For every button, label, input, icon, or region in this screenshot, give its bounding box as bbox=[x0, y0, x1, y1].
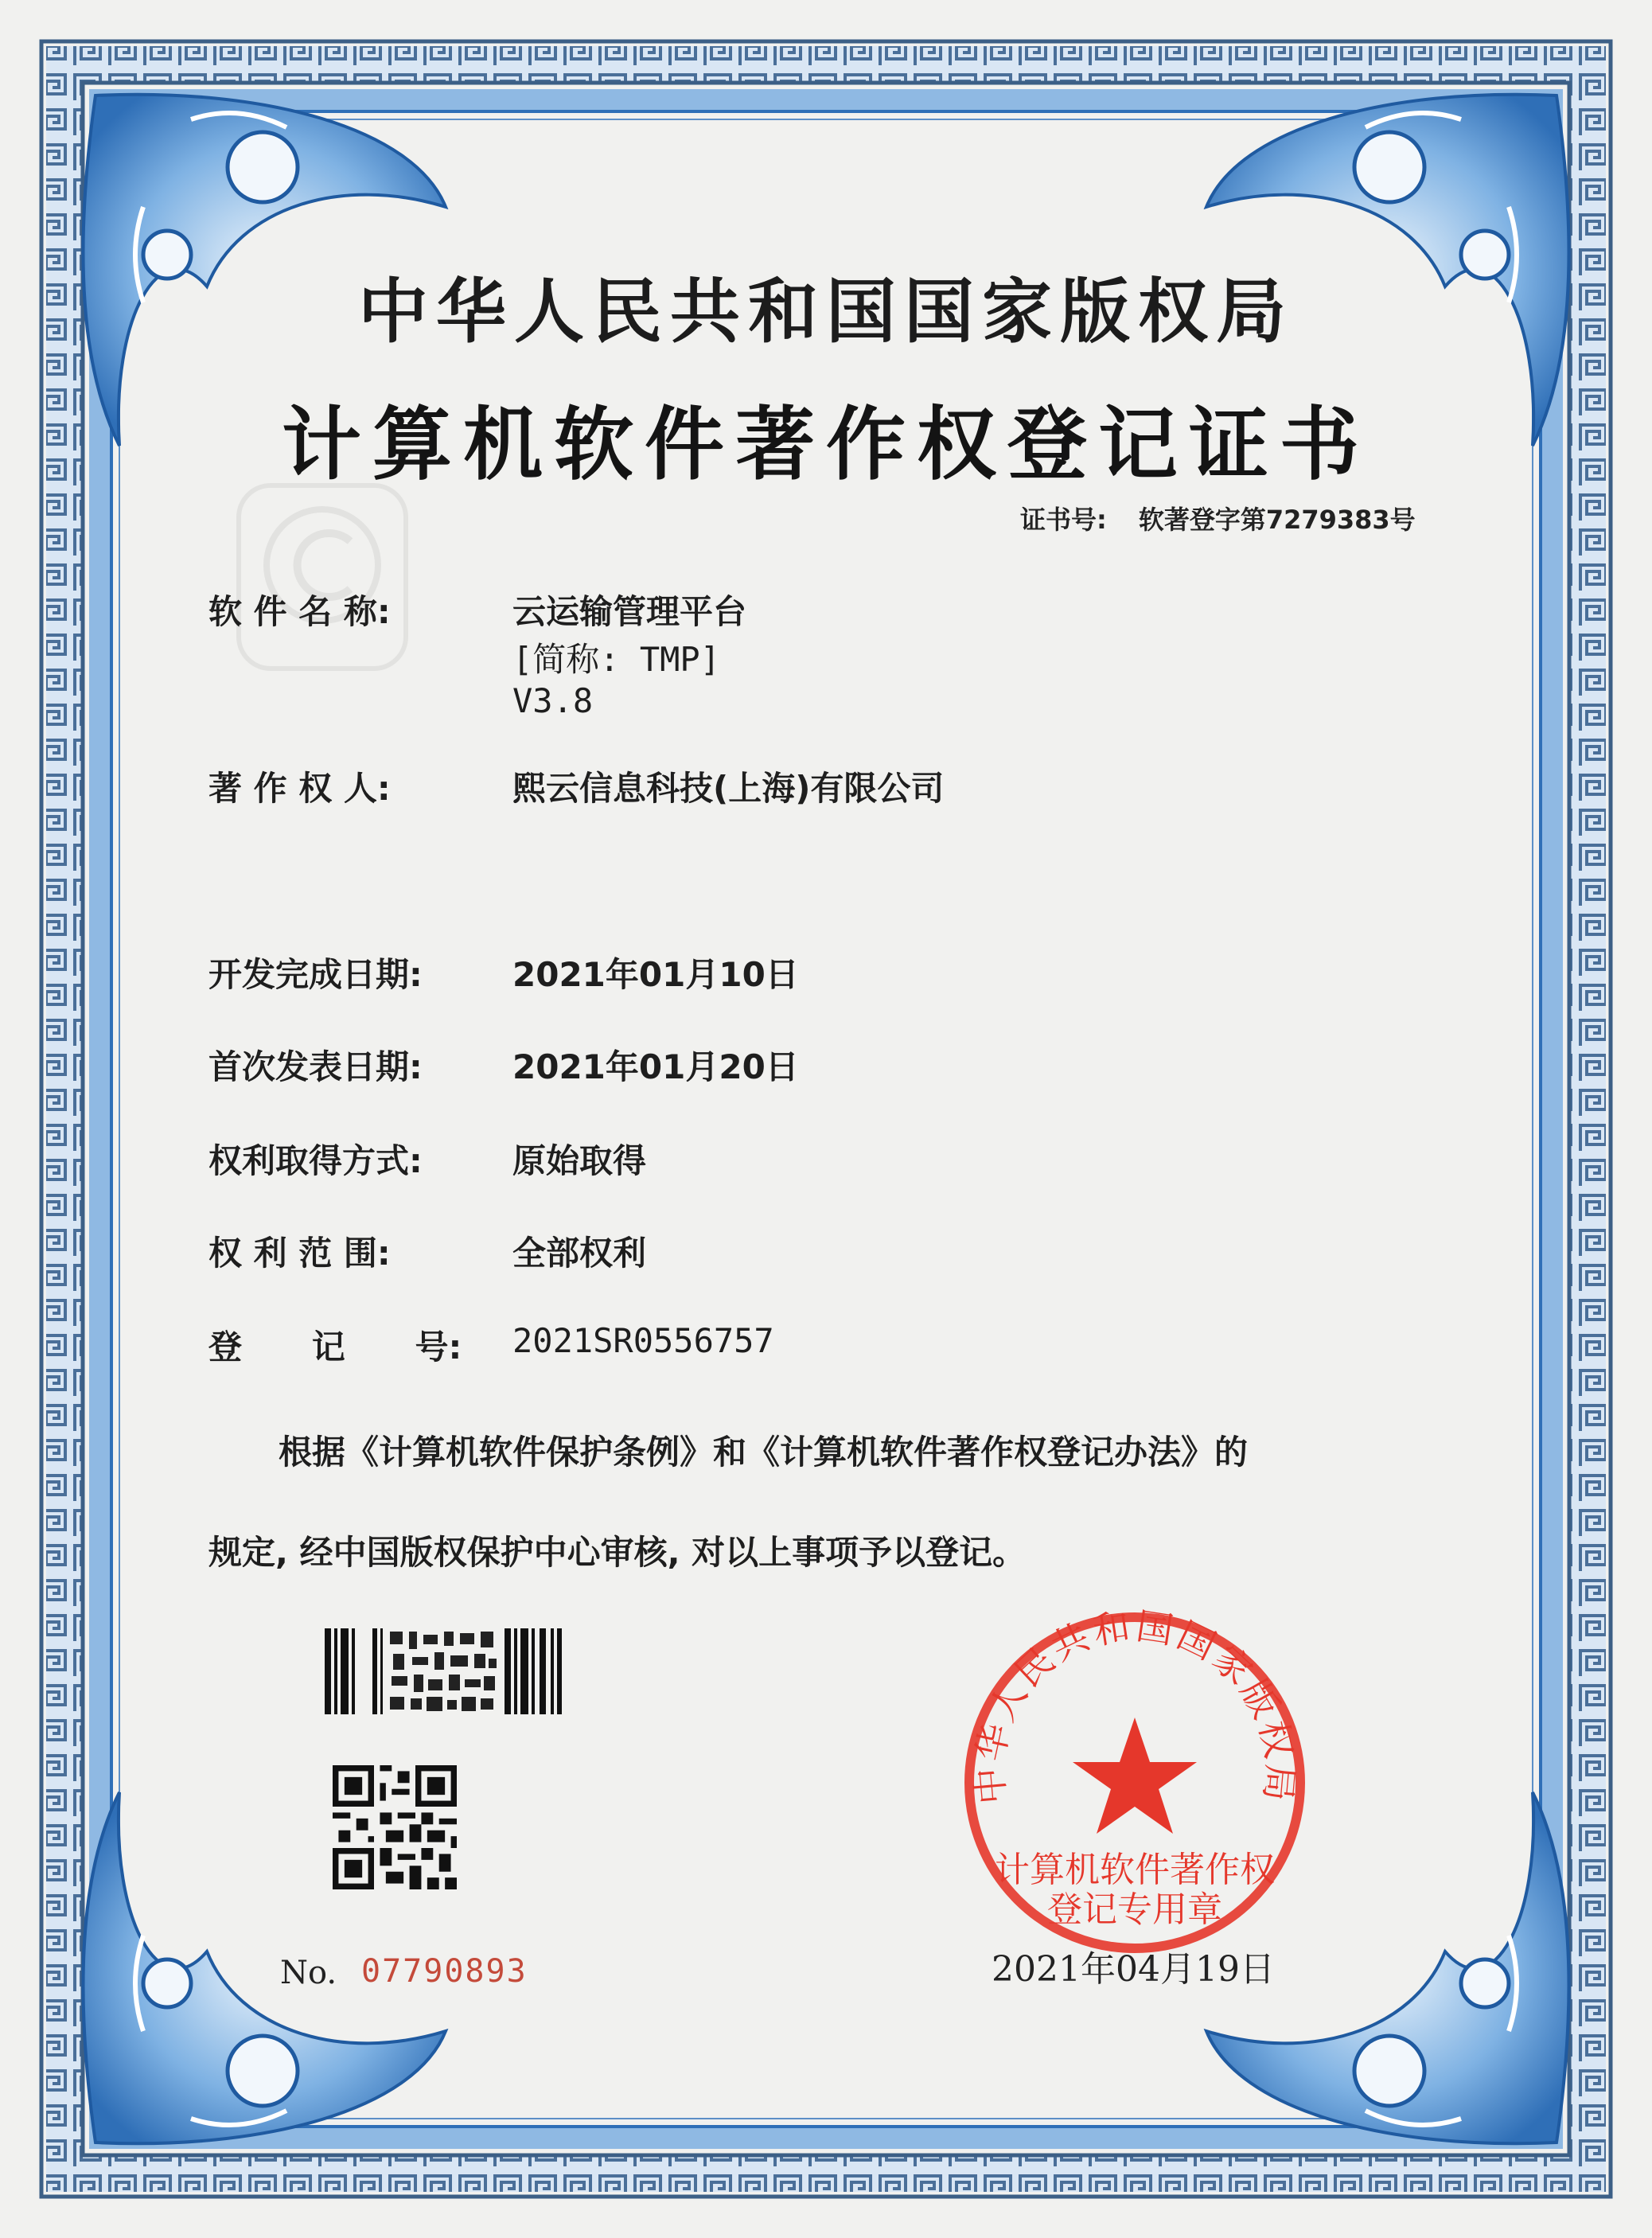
official-seal bbox=[952, 1600, 1318, 1966]
first-publication-date-value: 2021年01月20日 bbox=[512, 1047, 799, 1086]
software-abbreviation: [简称: TMP] bbox=[512, 640, 721, 679]
statement-line-1: 根据《计算机软件保护条例》和《计算机软件著作权登记办法》的 bbox=[279, 1433, 1249, 1472]
registration-number-value: 2021SR0556757 bbox=[512, 1321, 774, 1360]
first-publication-date-label: 首次发表日期: bbox=[208, 1047, 423, 1086]
certificate-title: 计算机软件著作权登记证书 bbox=[282, 397, 1370, 491]
seal-text-line-1: 计算机软件著作权 bbox=[995, 1850, 1275, 1890]
serial-number-label: No. bbox=[280, 1955, 337, 1991]
acquisition-method-label: 权利取得方式: bbox=[208, 1141, 423, 1180]
certificate-number-value: 软著登字第7279383号 bbox=[1138, 505, 1416, 535]
certificate-number bbox=[1020, 500, 1416, 536]
registration-number-label: 登 记 号: bbox=[208, 1328, 462, 1367]
completion-date-label: 开发完成日期: bbox=[208, 955, 423, 994]
copyright-owner-label: 著 作 权 人: bbox=[208, 769, 391, 808]
issue-date: 2021年04月19日 bbox=[992, 1949, 1275, 1990]
software-name-value: 云运输管理平台 bbox=[512, 592, 747, 631]
embossed-copyright-mark bbox=[239, 485, 406, 669]
qr-code bbox=[333, 1765, 457, 1889]
seal-star-icon bbox=[1073, 1717, 1197, 1834]
rights-scope-value: 全部权利 bbox=[512, 1234, 647, 1273]
barcode bbox=[325, 1624, 563, 1719]
software-version: V3.8 bbox=[512, 681, 594, 720]
rights-scope-label: 权 利 范 围: bbox=[208, 1234, 391, 1273]
software-name-label: 软 件 名 称: bbox=[208, 592, 391, 631]
certificate-number-label: 证书号: bbox=[1020, 505, 1107, 535]
serial-number-value: 07790893 bbox=[361, 1953, 528, 1990]
acquisition-method-value: 原始取得 bbox=[512, 1141, 647, 1180]
seal-arc-text: 中华人民共和国国家版权局 bbox=[967, 1604, 1303, 1807]
completion-date-value: 2021年01月10日 bbox=[512, 955, 799, 994]
copyright-owner-value: 熙云信息科技(上海)有限公司 bbox=[512, 769, 945, 808]
seal-text-line-2: 登记专用章 bbox=[1047, 1889, 1222, 1930]
statement-line-2: 规定, 经中国版权保护中心审核, 对以上事项予以登记。 bbox=[208, 1533, 1027, 1572]
issuer-heading: 中华人民共和国国家版权局 bbox=[357, 271, 1294, 353]
